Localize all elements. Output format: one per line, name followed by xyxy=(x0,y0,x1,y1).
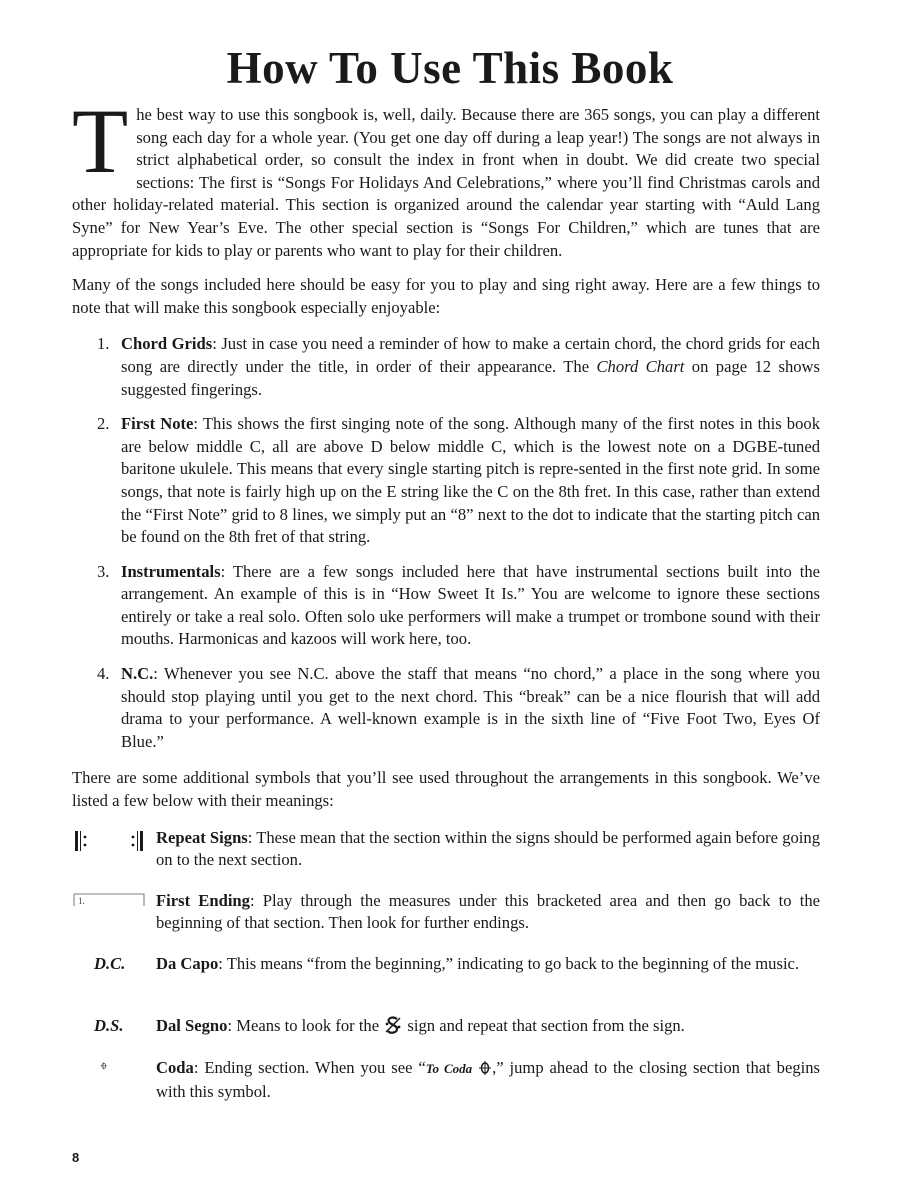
coda-text-after: ,” jump ahead to the closing section that begins with this symbol. xyxy=(156,1058,821,1101)
intro-text: he best way to use this songbook is, well, daily. Because there are 365 songs, you can play a different song each day for a whole year. (You get one day off during a leap year!) The songs are not always in strict alphabetical order, so consult the index in front when in doubt. We did create two special sections: The first is “Songs For Holidays And Celebrations,” where you’ll find Christmas carols and other holiday-related material. This section is organized around the calendar year starting with “Auld Lang Syne” for New Year’s Eve. The other special section is “Songs For Children,” which are tunes that are appropriate for kids to play or parents who want to play for their children. xyxy=(72,105,820,260)
list-heading: Instrumentals xyxy=(121,561,221,581)
dc-text: : This means “from the beginning,” indicating to go back to the beginning of the music. xyxy=(218,954,800,973)
list-number: 2. xyxy=(97,414,110,434)
dc-heading: Da Capo xyxy=(156,954,219,973)
first-ending-bracket-icon xyxy=(72,890,148,934)
ending-heading: First Ending xyxy=(156,890,250,910)
list-number: 1. xyxy=(97,334,110,354)
paragraph-3: There are some additional symbols that you’ll see used throughout the arrangements in this songbook. We’ve listed a few below with their meanings: xyxy=(72,768,820,811)
repeat-heading: Repeat Signs xyxy=(156,827,248,847)
ending-bracket-label: 1. xyxy=(78,895,85,906)
list-text: : This shows the first singing note of the song. Although many of the first notes in this book are below middle C, all are above D below middle C, which is the lowest note on a DGBE-tuned baritone ukulele. This means that every single starting pitch is repre-sented in the first note grid. In some songs, that note is fairly high up on the E string like the C on the 8th fret. In this case, rather than extend the “First Note” grid to 8 lines, we simply put an “8” next to the dot to indicate that the starting pitch can be found on the 8th fret of that string. xyxy=(121,414,820,547)
segno-icon xyxy=(383,1016,403,1034)
ending-description xyxy=(156,890,820,935)
list-heading: Chord Grids xyxy=(121,334,213,354)
repeat-text: : These mean that the section within the signs should be performed again before going on to the next section. xyxy=(156,827,821,870)
to-coda-label: To Coda xyxy=(425,1061,473,1076)
list-item xyxy=(72,561,820,651)
list-text: : Just in case you need a reminder of how to make a certain chord, the chord grids for each song are directly under the title, in order of their appearance. The xyxy=(121,334,820,376)
feature-list xyxy=(72,333,820,753)
ds-text-before: : Means to look for the xyxy=(227,1016,384,1035)
coda-inline-icon xyxy=(478,1061,492,1075)
coda-heading: Coda xyxy=(156,1058,194,1077)
list-number: 4. xyxy=(97,664,110,684)
list-tail: on page 12 shows suggested fingerings. xyxy=(121,356,820,399)
symbol-row-dc xyxy=(72,953,820,997)
ds-text-after: sign and repeat that section from the sign. xyxy=(403,1016,685,1035)
coda-description xyxy=(156,1057,820,1103)
symbol-row-coda xyxy=(72,1057,820,1103)
dc-description xyxy=(156,953,820,976)
list-heading: N.C. xyxy=(121,664,154,684)
ds-heading: Dal Segno xyxy=(156,1016,228,1035)
list-text: : Whenever you see N.C. above the staff that means “no chord,” a place in the song where you should stop playing until you get to the next chord. This “break” can be a nice flourish that will add drama to your performance. A well-known example is in the sixth line of “Five Foot Two, Eyes Of Blue.” xyxy=(121,664,820,751)
drop-cap: T xyxy=(72,90,129,192)
repeat-signs-icon xyxy=(72,827,148,871)
list-italic: Chord Chart xyxy=(596,356,685,376)
ds-label: D.S. xyxy=(94,1016,124,1035)
ds-description xyxy=(156,1015,820,1038)
list-item xyxy=(72,663,820,753)
symbol-row-repeat xyxy=(72,827,820,872)
coda-text-before: : Ending section. When you see “ xyxy=(193,1058,426,1077)
list-item xyxy=(72,333,820,401)
list-item xyxy=(72,413,820,549)
page-title: How To Use This Book xyxy=(226,43,674,93)
symbol-row-ending xyxy=(72,890,820,935)
coda-icon xyxy=(100,1057,124,1081)
dc-label: D.C. xyxy=(94,954,126,973)
list-heading: First Note xyxy=(121,414,194,434)
list-text: : There are a few songs included here that have instrumental sections built into the arrangement. An example of this is in “How Sweet It Is.” You are welcome to ignore these sections entirely or take a real solo. Often solo uke performers will make a trumpet or trombone sound with their mouths. Harmonicas and kazoos will work here, too. xyxy=(121,561,820,649)
symbol-row-ds xyxy=(72,1015,820,1039)
intro-paragraph xyxy=(72,90,820,262)
paragraph-2: Many of the songs included here should be easy for you to play and sing right away. Here are a few things to note that will make this songbook especially enjoyable: xyxy=(72,275,820,317)
repeat-description xyxy=(156,827,820,872)
page-number: 8 xyxy=(72,1150,80,1165)
body-text xyxy=(72,90,821,1121)
list-number: 3. xyxy=(97,561,110,581)
ending-text: : Play through the measures under this bracketed area and then go back to the beginning of that section. Then look for further endings. xyxy=(156,890,821,933)
